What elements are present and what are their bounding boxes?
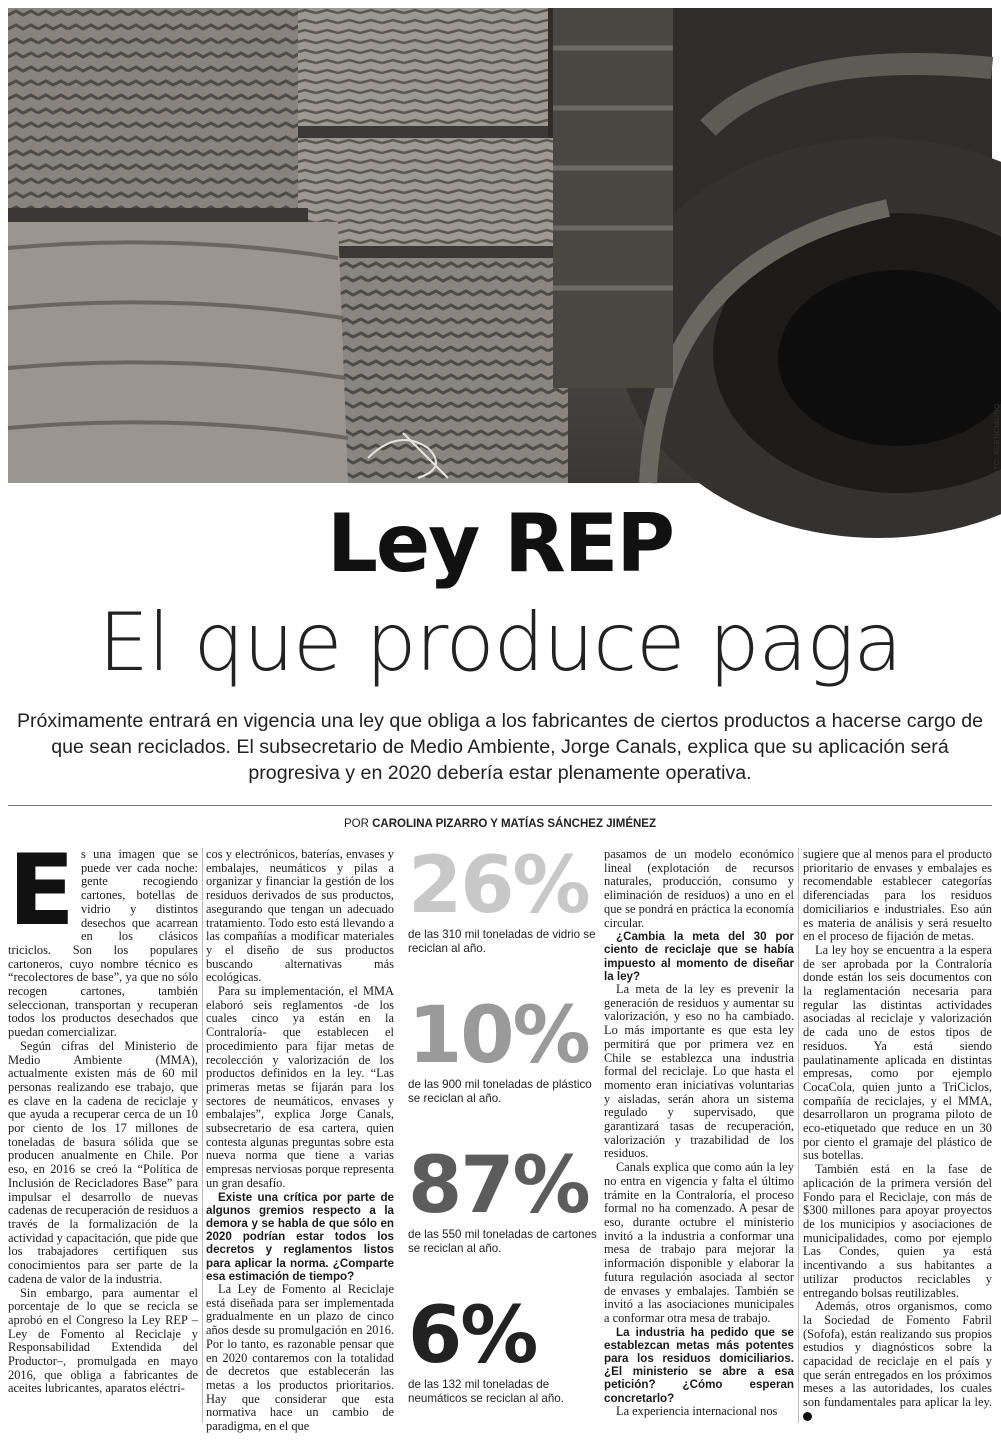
paragraph: La experiencia internacional nos [616,1403,778,1418]
stat-value: 87% [408,1141,589,1231]
stat-description: de las 132 mil toneladas de neumáticos se reciclan al año. [408,1378,564,1405]
end-mark-icon [803,1412,812,1421]
column-separator [202,848,203,1423]
paragraph: Canals explica que como aún la ley no entra en vigencia y falta el último trámite en la Contraloría, el proceso formal no ha comenzado. A pesar de eso, durante octubre el ministerio invitó a la industria a conformar una mesa de trabajo para mejorar la información disponible y elaborar la futura regulación asociada al sector de envases y embalajes. También se invitó a las asociaciones municipales a conformar otra mesa de trabajo. [604,1160,794,1325]
paragraph: Además, otros organismos, como la Sociedad de Fomento Fabril (Sofofa), están realizando sus propios estudios y diagnósticos sobre la capacidad de reciclaje en el país y que serán entregados en los próximos meses a las autoridades, los cuales son fundamentales para aplicar la ley. [803,1300,992,1423]
column-separator [798,848,799,1423]
paragraph: Según cifras del Ministerio de Medio Ambiente (MMA), actualmente existen más de 60 mil personas realizando ese trabajo, que es clave en la cadena de reciclaje y que ayuda a recuperar cerca de un 10 por ciento de los 17 millones de toneladas de basura sólida que se producen anualmente en Chile. Por eso, en 2016 se creó la “Política de Inclusión de Recicladores Base” para impulsar el desarrollo de nuevas cadenas de recuperación de residuos a través de la formalización de la actividad y capacitación, que pide que los trabajadores certifiquen sus conocimientos para ser parte de la cadena de valor de la industria. [8,1038,198,1286]
paragraph: La meta de la ley es prevenir la generación de residuos y aumentar su valorización, y eso no ha cambiado. Lo más importante es que esta ley permitirá que por primera vez en Chile se establezca una industria formal del reciclaje. Lo que hasta el momento eran iniciativas voluntarias y aisladas, serán ahora un sistema regulado y supervisado, que garantizará tasas de recuperación, valorización y trazabilidad de los residuos. [604,982,794,1161]
stat-value: 6% [408,1291,537,1381]
article-column-2 [206,848,394,1434]
interview-question: ¿Cambia la meta del 30 por ciento de reciclaje que se había impuesto al momento de diseñar la ley? [604,930,794,983]
paragraph: sugiere que al menos para el producto prioritario de envases y embalajes es recomendable establecer categorías diferenciadas para los residuos domiciliarios e industriales. Eso aún es materia de análisis y será resuelto en el proceso de fijación de metas. [803,847,992,944]
drop-cap: E [8,834,75,948]
tires-photo [8,8,1001,483]
paragraph: La Ley de Fomento al Reciclaje está diseñada para ser implementada gradualmente en un plazo de cinco años desde su promulgación en 2016. Por lo tanto, es razonable pensar que en 2020 contaremos con la totalidad de decretos que establecerán las metas a los productos prioritarios. Hay que considerar que esta normativa hace un cambio de paradigma, en el que [206,1282,394,1434]
stat-cardboard [408,1141,598,1256]
headline-main: Ley REP [326,497,674,590]
article-column-1 [8,834,198,1396]
stat-description: de las 900 mil toneladas de plástico se reciclan al año. [408,1078,592,1105]
lead-paragraph: Próximamente entrará en vigencia una ley que obliga a los fabricantes de ciertos productos a hacerse cargo de que sean reciclados. El subsecretario de Medio Ambiente, Jorge Canals, explica que su aplicación será progresiva y en 2020 debería estar plenamente operativa. [16,710,984,784]
paragraph: La ley hoy se encuentra a la espera de ser aprobada por la Contraloría donde están los seis documentos con la reglamentación necesaria para regular las distintas actividades asociadas al reciclaje y valorización de cada uno de estos tipos de residuos. Ya está siendo paulatinamente aplicada en distintas empresas, como por ejemplo CocaCola, quien junto a TriCiclos, compañía de reciclajes, y el MMA, desarrollaron un programa piloto de eco-etiquetado que reduce en un 30 por ciento el gramaje del plástico de sus botellas. [803,942,992,1163]
interview-question: Existe una crítica por parte de algunos gremios respecto a la demora y se habla de que sólo en 2020 podrían estar todos los decretos y reglamentos listos para aplicar la norma. ¿Comparte esa estimación de tiempo? [206,1190,394,1283]
stat-description: de las 550 mil toneladas de cartones se reciclan al año. [408,1228,597,1255]
stat-tires [408,1291,598,1406]
byline-authors: CAROLINA PIZARRO Y MATÍAS SÁNCHEZ JIMÉNEZ [372,818,657,830]
stat-value: 10% [408,991,589,1081]
article-column-5 [803,848,992,1424]
divider [8,805,992,806]
paragraph: cos y electrónicos, baterías, envases y embalajes, neumáticos y pilas a organizar y financiar la gestión de los residuos derivados de sus productos, asegurando que tengan un adecuado tratamiento. Todo esto está llevando a las compañías a modificar materiales y el diseño de sus productos buscando alternativas más ecológicas. [206,847,394,985]
stat-description: de las 310 mil toneladas de vidrio se reciclan al año. [408,928,596,955]
paragraph: Es una imagen que se puede ver cada noche: gente recogiendo cartones, botellas de vidrio y distintos desechos que acarrean en los clásicos triciclos. Son los populares cartoneros, cuyo nombre técnico es “recolectores de base”, ya que no sólo recogen cartones, también seleccionan, transportan y recuperan todos los productos desechados que puedan comercializar. [8,834,198,1040]
article-column-4 [604,848,794,1419]
stat-glass [408,841,598,956]
paragraph: También está en la fase de aplicación de la primera versión del Fondo para el Reciclaje, con más de $300 millones para apoyar proyectos de los municipios y asociaciones de municipalidades, como por ejemplo Las Condes, quien ya está incentivando a sus habitantes a utilizar productos reciclables y entregando bolsas reutilizables. [803,1162,992,1300]
paragraph: pasamos de un modelo económico lineal (explotación de recursos naturales, producción, consumo y eliminación de residuos) a uno en el que se pondrá en práctica la economía circular. [604,847,794,930]
byline [0,818,1000,830]
byline-prefix: POR [343,818,373,830]
photo-credit: FOTO: AGENCIAUNO [994,403,1001,481]
interview-question: La industria ha pedido que se establezcan metas más potentes para los residuos domiciliarios. ¿El ministerio se abre a esa petición? ¿Cómo esperan concretarlo? [604,1325,794,1405]
stat-value: 26% [408,841,589,931]
headline-sub: El que produce paga [98,596,902,689]
paragraph: Sin embargo, para aumentar el porcentaje de lo que se recicla se aprobó en el Congreso la Ley REP –Ley de Fomento al Reciclaje y Responsabilidad Extendida del Productor–, promulgada en mayo 2016, que obliga a fabricantes de aceites lubricantes, aparatos eléctri- [8,1285,198,1396]
stat-plastic [408,991,598,1106]
paragraph: Para su implementación, el MMA elaboró seis reglamentos -de los cuales cinco ya están en la Contraloría- que establecen el procedimiento para fijar metas de recolección y valorización de los productos definidos en la ley. “Las primeras metas se fijarán para los sectores de neumáticos, envases y embalajes”, explica Jorge Canals, subsecretario de esa cartera, quien contesta algunas preguntas sobre esta nueva norma que tiene a varias empresas nerviosas porque representa un gran desafío. [206,984,394,1190]
